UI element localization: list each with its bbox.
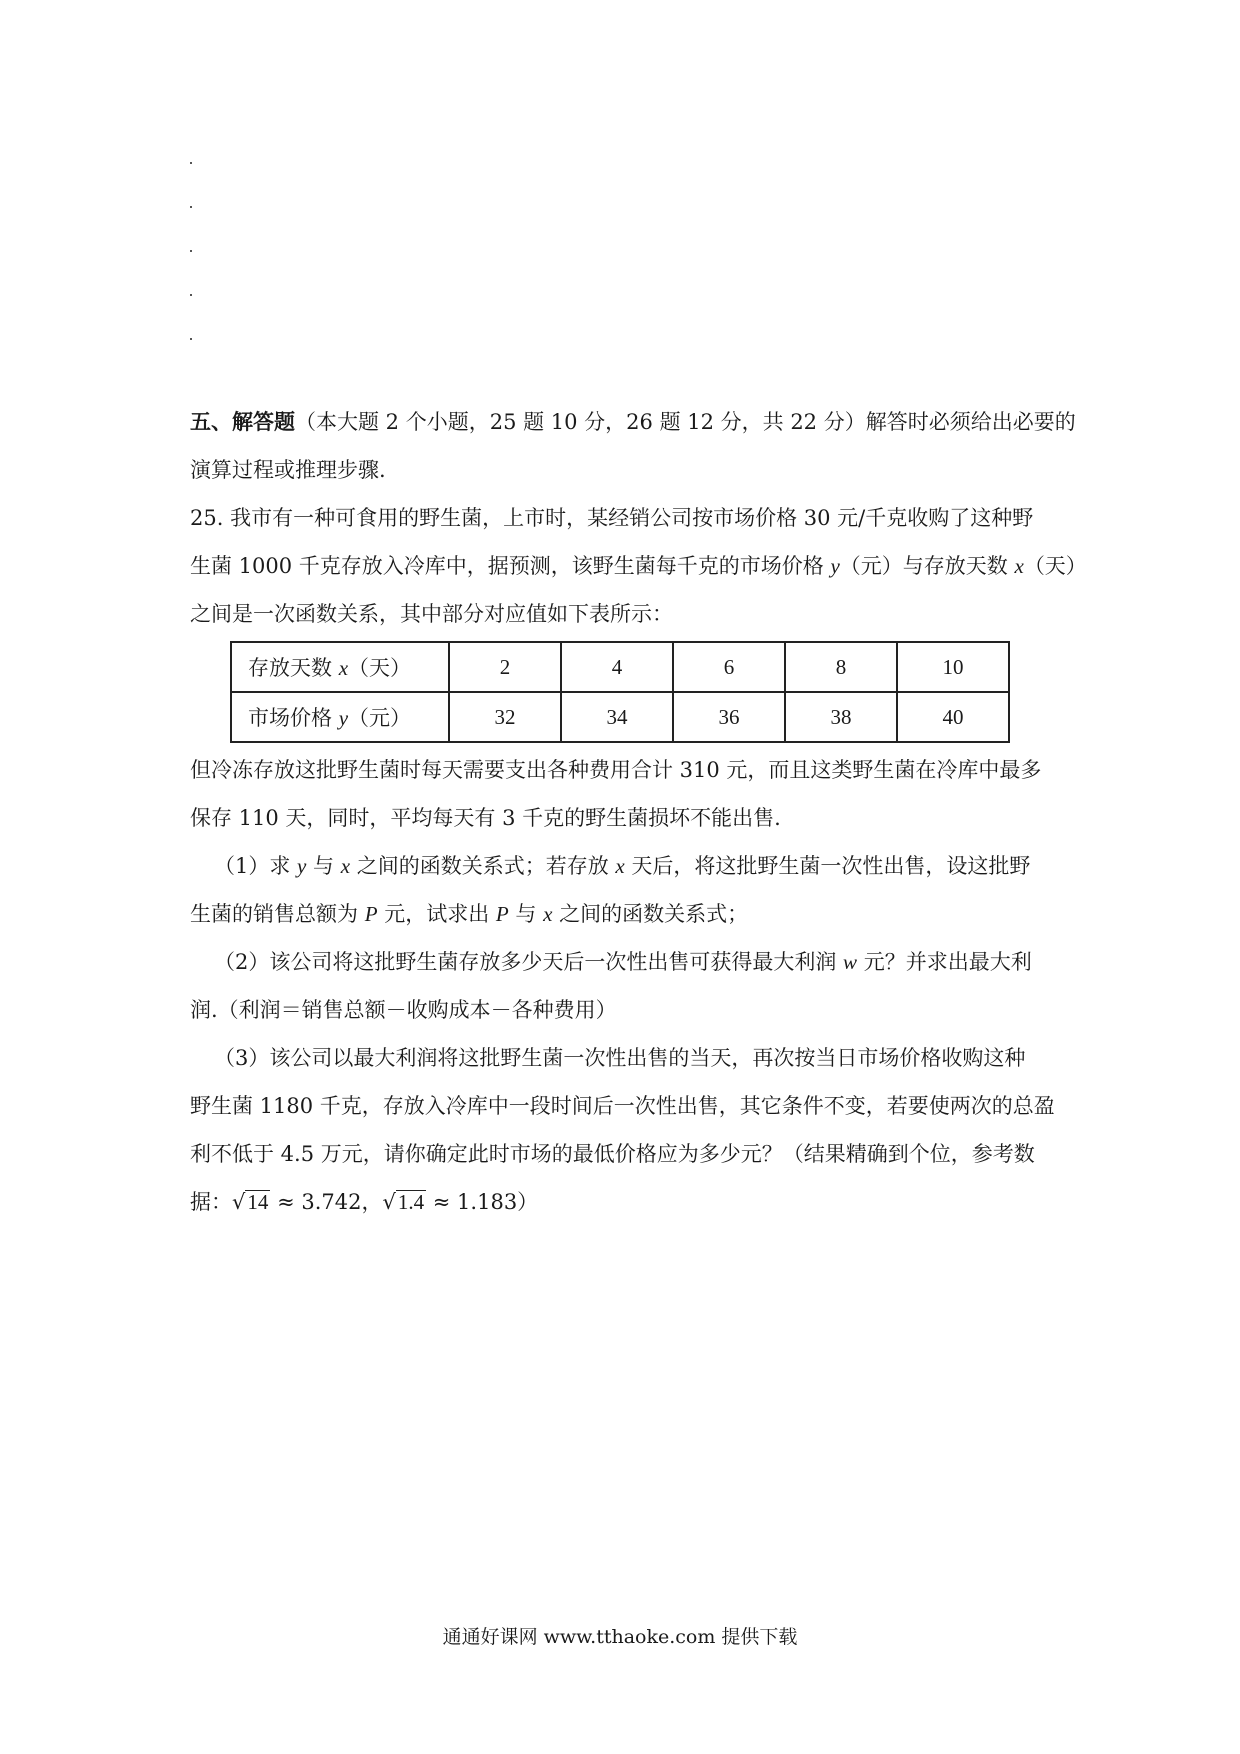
part3-line2: 野生菌 1180 千克，存放入冷库中一段时间后一次性出售，其它条件不变，若要使两次的总盈	[190, 1094, 1055, 1118]
part3-line4: 据：√14 ≈ 3.742，√1.4 ≈ 1.183）	[190, 1190, 539, 1214]
part2-line2: 润.（利润＝销售总额－收购成本－各种费用）	[190, 998, 617, 1022]
table-cell: 8	[785, 642, 897, 692]
part2-line1: （2）该公司将这批野生菌存放多少天后一次性出售可获得最大利润 w 元？并求出最大利	[214, 950, 1032, 974]
sqrt-14: 14	[247, 1190, 269, 1214]
part3-line3: 利不低于 4.5 万元，请你确定此时市场的最低价格应为多少元？（结果精确到个位，参考数	[190, 1142, 1035, 1166]
table-cell: 40	[897, 692, 1009, 742]
q25-line2: 生菌 1000 千克存放入冷库中，据预测，该野生菌每千克的市场价格 y（元）与存放天数 x（天）	[190, 554, 1087, 578]
table-cell: 32	[449, 692, 561, 742]
table-cell: 6	[673, 642, 785, 692]
section-title: 五、解答题	[190, 410, 295, 434]
margin-dot	[190, 206, 192, 208]
row-label-price: 市场价格 y（元）	[231, 692, 449, 742]
section-desc: （本大题 2 个小题，25 题 10 分，26 题 12 分，共 22 分）解答时必须给出必要的	[295, 410, 1076, 434]
table-cell: 34	[561, 692, 673, 742]
table-cell: 4	[561, 642, 673, 692]
part1-line2: 生菌的销售总额为 P 元，试求出 P 与 x 之间的函数关系式；	[190, 902, 749, 926]
sqrt-sign: √	[232, 1190, 246, 1214]
margin-dot	[190, 294, 192, 296]
table-cell: 38	[785, 692, 897, 742]
sqrt-1-4: 1.4	[397, 1190, 425, 1214]
table-cell: 36	[673, 692, 785, 742]
footer: 通通好课网 www.tthaoke.com 提供下载	[442, 1626, 798, 1648]
value-table	[230, 641, 1010, 743]
section-header	[190, 398, 1076, 446]
margin-dot	[190, 250, 192, 252]
row-label-days: 存放天数 x（天）	[231, 642, 449, 692]
q25-line1: 25. 我市有一种可食用的野生菌，上市时，某经销公司按市场价格 30 元/千克收购了这种野	[190, 506, 1034, 530]
part1-line1: （1）求 y 与 x 之间的函数关系式；若存放 x 天后，将这批野生菌一次性出售，设这批野	[214, 854, 1031, 878]
q25-after2: 保存 110 天，同时，平均每天有 3 千克的野生菌损坏不能出售.	[190, 806, 781, 830]
table-row	[231, 692, 1009, 742]
table-cell: 10	[897, 642, 1009, 692]
q25-after1: 但冷冻存放这批野生菌时每天需要支出各种费用合计 310 元，而且这类野生菌在冷库中最多	[190, 758, 1042, 782]
margin-dot	[190, 162, 192, 164]
margin-dot	[190, 338, 192, 340]
q25-line3: 之间是一次函数关系，其中部分对应值如下表所示：	[190, 602, 673, 626]
section-desc-line2: 演算过程或推理步骤.	[190, 458, 386, 482]
part3-line1: （3）该公司以最大利润将这批野生菌一次性出售的当天，再次按当日市场价格收购这种	[214, 1046, 1026, 1070]
table-cell: 2	[449, 642, 561, 692]
sqrt-sign: √	[382, 1190, 396, 1214]
exam-content	[190, 398, 1087, 1226]
table-row	[231, 642, 1009, 692]
